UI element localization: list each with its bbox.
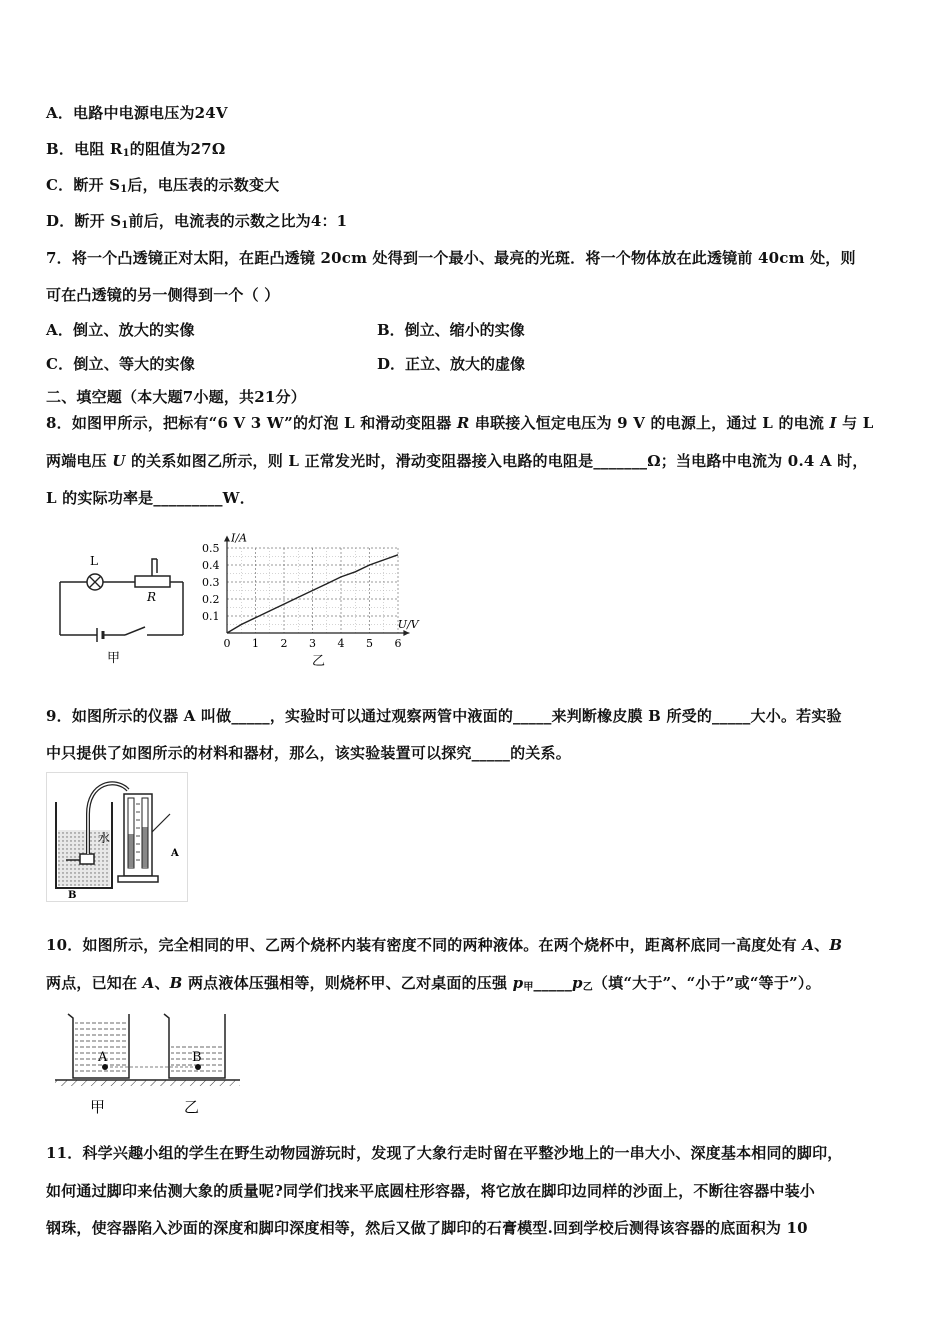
chart-axes — [224, 536, 409, 637]
x-tick-label: 2 — [280, 637, 288, 650]
figure-caption-yi: 乙 — [312, 654, 326, 669]
figure-caption-jia: 甲 — [107, 651, 121, 666]
q11-stem-line1: 11．科学兴趣小组的学生在野生动物园游玩时，发现了大象行走时留在平整沙地上的一串大小、深度基本相同的脚印， — [46, 1144, 843, 1162]
label-a: A — [98, 1050, 108, 1065]
q11-stem-line2: 如何通过脚印来估测大象的质量呢?同学们找来平底圆柱形容器，将它放在脚印边同样的沙面上，不断往容器中装小 — [46, 1182, 815, 1200]
caption-jia: 甲 — [90, 1098, 106, 1116]
x-tick-label: 1 — [252, 637, 259, 650]
q9-stem-line1: 9．如图所示的仪器 A 叫做_____，实验时可以通过观察两管中液面的_____来判断橡皮膜 B 所受的_____大小。若实验 — [46, 707, 842, 725]
y-tick-label: 0.4 — [202, 559, 220, 572]
chart-xlabel: U/V — [397, 618, 419, 631]
q6-option-b: B．电阻 $R_1$的阻值为27Ω — [46, 140, 226, 159]
y-tick-label: 0.3 — [202, 576, 220, 589]
x-tick-label: 0 — [223, 637, 231, 650]
q9-manometer-figure — [46, 772, 188, 902]
water-label: 水 — [98, 831, 111, 845]
x-tick-label: 4 — [337, 637, 345, 650]
x-tick-label: 3 — [309, 637, 316, 650]
resistor-label: R — [147, 590, 157, 604]
label-b: B — [68, 890, 77, 901]
label-a: A — [171, 848, 179, 859]
q11-stem-line3: 钢珠，使容器陷入沙面的深度和脚印深度相等，然后又做了脚印的石膏模型.回到学校后测得该容器的底面积为 10 — [46, 1219, 808, 1237]
q8-circuit-figure — [50, 545, 190, 670]
q10-stem-line1: 10．如图所示，完全相同的甲、乙两个烧杯内装有密度不同的两种液体。在两个烧杯中，距离杯底同一高度处有 A、B — [46, 936, 843, 954]
q6-option-a: A．电路中电源电压为24V — [46, 104, 228, 122]
section-heading: 二、填空题（本大题7小题，共21分） — [46, 388, 306, 406]
probe-icon — [80, 854, 94, 864]
caption-yi: 乙 — [184, 1098, 200, 1116]
q10-stem-line2: 两点，已知在 A、B 两点液体压强相等，则烧杯甲、乙对桌面的压强 $p_甲\_\_\_\_\_p_乙$（填“大于”、“小于”或“等于”）。 — [46, 974, 821, 993]
y-axis-arrow-icon — [224, 536, 230, 542]
chart-ylabel: I/A — [231, 531, 247, 545]
y-tick-label: 0.2 — [202, 593, 220, 606]
lamp-label: L — [90, 554, 98, 568]
q7-option-b: B．倒立、缩小的实像 — [377, 321, 525, 339]
q7-stem-line2: 可在凸透镜的另一侧得到一个（ ） — [46, 286, 280, 304]
q8-iv-chart — [200, 528, 435, 670]
q7-option-a: A．倒立、放大的实像 — [46, 321, 195, 339]
beaker-yi — [164, 1014, 225, 1078]
q8-stem-line1: 8．如图甲所示，把标有“6 V 3 W”的灯泡 L 和滑动变阻器 R 串联接入恒定电压为 9 V 的电源上，通过 L 的电流 I 与 L — [46, 414, 874, 432]
q10-beakers-figure — [50, 1008, 245, 1120]
lamp-icon — [87, 574, 103, 590]
q7-option-d: D．正立、放大的虚像 — [377, 355, 526, 373]
x-tick-label: 6 — [394, 637, 402, 650]
q8-stem-line3: L 的实际功率是_________W． — [46, 489, 255, 507]
beaker-jia — [68, 1014, 129, 1078]
battery-icon — [97, 628, 103, 642]
y-tick-label: 0.5 — [202, 542, 220, 555]
q7-stem-line1: 7．将一个凸透镜正对太阳，在距凸透镜 20cm 处得到一个最小、最亮的光斑．将一个物体放在此透镜前 40cm 处，则 — [46, 249, 856, 267]
q6-option-c: C．断开 $S_1$后，电压表的示数变大 — [46, 176, 280, 195]
q6-option-d: D．断开 $S_1$前后，电流表的示数之比为4：1 — [46, 212, 348, 231]
q7-option-c: C．倒立、等大的实像 — [46, 355, 195, 373]
y-tick-label: 0.1 — [202, 610, 220, 623]
q9-stem-line2: 中只提供了如图所示的材料和器材，那么，该实验装置可以探究_____的关系。 — [46, 744, 571, 762]
x-tick-label: 5 — [366, 637, 373, 650]
q8-stem-line2: 两端电压 U 的关系如图乙所示，则 L 正常发光时，滑动变阻器接入电路的电阻是_______Ω；当电路中电流为 0.4 A 时， — [46, 452, 868, 470]
label-b: B — [192, 1050, 202, 1065]
